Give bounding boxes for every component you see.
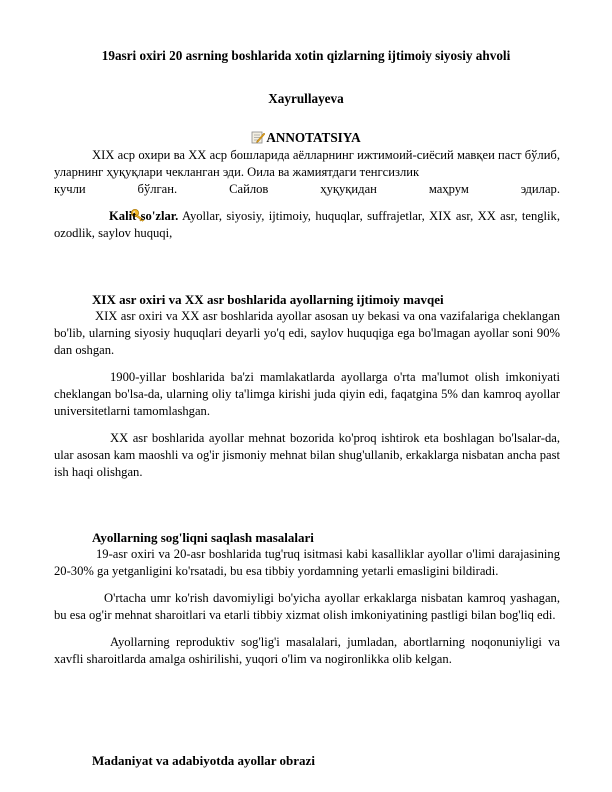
annotation-text-2: кучли бўлган. Сайлов ҳуқуқидан маҳрум эдилар. xyxy=(54,182,560,196)
section1-paragraph-3: XX asr boshlarida ayollar mehnat bozorida ko'proq ishtirok eta boshlagan bo'lsalar-da, ular asosan kam maoshli va og'ir jismoniy mehnat bilan shug'ullanib, erkaklarga nisbatan ancha past ish haqi olishgan. xyxy=(54,431,560,479)
section1-heading: XIX asr oxiri va XX asr boshlarida ayollarning ijtimoiy mavqei xyxy=(92,292,444,307)
paper-title: 19asri oxiri 20 asrning boshlarida xotin qizlarning ijtimoiy siyosiy ahvoli xyxy=(101,48,511,63)
section3-heading: Madaniyat va adabiyotda ayollar obrazi xyxy=(92,753,315,768)
keywords-text: Ayollar, siyosiy, ijtimoiy, huquqlar, suffrajetlar, XIX asr, XX asr, tenglik, ozodlik, saylov huquqi, xyxy=(54,209,560,240)
memo-icon xyxy=(251,130,265,144)
keywords-label: Kalit so'zlar. xyxy=(109,209,179,223)
key-icon xyxy=(92,208,108,222)
section1 xyxy=(54,291,560,481)
keywords-block xyxy=(54,208,560,242)
section1-paragraph-2: 1900-yillar boshlarida ba'zi mamlakatlarda ayollarga o'rta ma'lumot olish imkoniyati cheklangan bo'lsa-da, ularning oliy ta'limga kirishi juda qiyin edi, faqatgina 5% dan kamroq ayollar universitetlarni tamomlashgan. xyxy=(54,370,560,418)
section2-paragraph-1: 19-asr oxiri va 20-asr boshlarida tug'ruq isitmasi kabi kasalliklar ayollar o'limi darajasining 20-30% ga yetganligini ko'rsatadi, bu esa tibbiy yordamning yetarli emasligini bildiradi. xyxy=(54,547,560,578)
annotation-text-1: XIX аср охири ва XX аср бошларида аёлларнинг ижтимоий-сиёсий мавқеи паст бўлиб, уларнинг ҳуқуқлари чекланган эди. Оила ва жамиятдаги тенгсизлик xyxy=(54,148,560,179)
section2-heading: Ayollarning sog'liqni saqlash masalalari xyxy=(92,530,314,545)
paper-author: Xayrullayeva xyxy=(268,91,344,106)
section2-paragraph-2: O'rtacha umr ko'rish davomiyligi bo'yicha ayollar erkaklarga nisbatan kamroq yashagan, bu esa og'ir mehnat sharoitlari va etarli tibbiy xizmat olish imkoniyatining pastligi bilan bog'liq edi. xyxy=(54,591,560,622)
section2-paragraph-3: Ayollarning reproduktiv sog'lig'i masalalari, jumladan, abortlarning noqonuniyligi va xavfli sharoitlarda amalga oshirilishi, yuqori o'lim va nogironlikka olib kelgan. xyxy=(54,635,560,666)
section1-paragraph-1: XIX asr oxiri va XX asr boshlarida ayollar asosan uy bekasi va ona vazifalariga cheklangan bo'lib, ularning siyosiy huquqlari deyarli yo'q edi, saylov huquqiga ega bo'lmagan ayollar soni 90% dan oshgan. xyxy=(54,309,560,357)
section2 xyxy=(54,529,560,668)
annotation-block xyxy=(54,147,560,198)
annotation-heading-row xyxy=(0,130,612,146)
annotation-heading: ANNOTATSIYA xyxy=(266,130,361,145)
section3 xyxy=(54,752,560,769)
